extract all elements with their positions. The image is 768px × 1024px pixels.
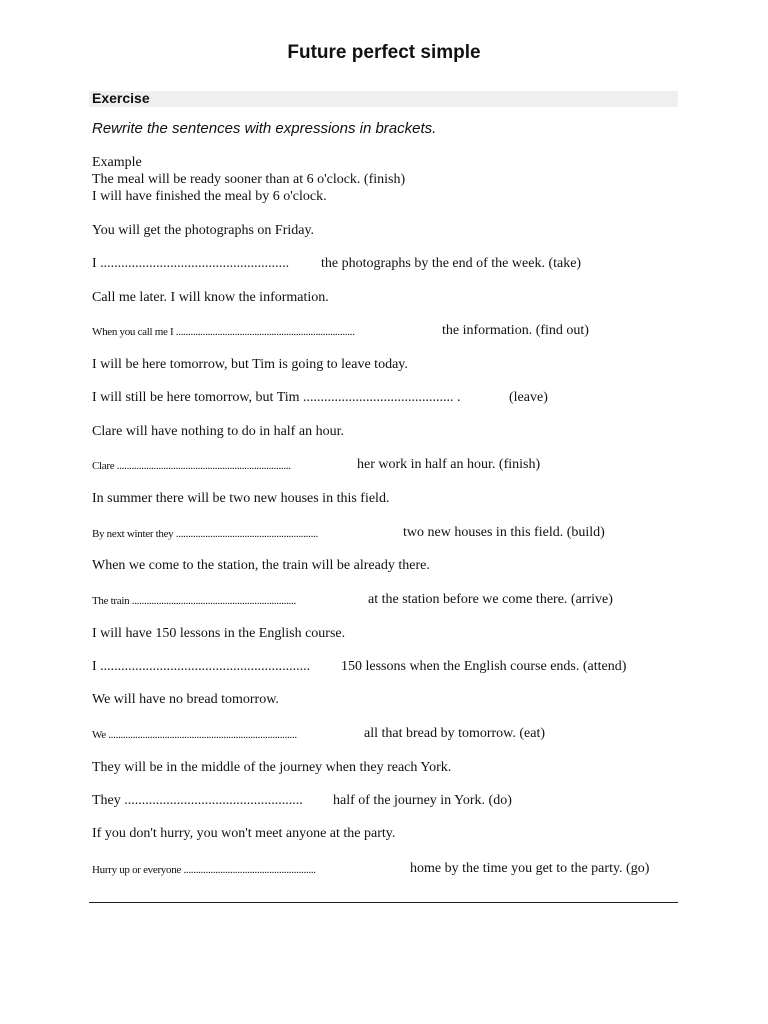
answer-prompt: I ............................................................ xyxy=(92,659,311,674)
answer-prompt: We ............................................................................. xyxy=(92,729,297,741)
answer-rest: 150 lessons when the English course ends. (attend) xyxy=(341,659,627,674)
answer-rest: half of the journey in York. (do) xyxy=(333,793,512,808)
answer-rest: two new houses in this field. (build) xyxy=(403,525,605,540)
answer-rest: home by the time you get to the party. (go) xyxy=(410,861,650,876)
exercise-sentence: If you don't hurry, you won't meet anyone at the party. xyxy=(92,826,396,841)
answer-prompt: The train ................................................................... xyxy=(92,595,296,607)
answer-prompt: They ................................................... xyxy=(92,793,303,808)
bottom-divider xyxy=(89,902,678,903)
answer-rest: the photographs by the end of the week. (take) xyxy=(321,256,582,271)
example-answer: I will have finished the meal by 6 o'clock. xyxy=(92,189,327,204)
exercise-sentence: Clare will have nothing to do in half an hour. xyxy=(92,424,344,439)
answer-prompt: When you call me I ......................................................................... xyxy=(92,326,355,338)
exercise-sentence: They will be in the middle of the journey when they reach York. xyxy=(92,760,452,775)
exercise-sentence: When we come to the station, the train will be already there. xyxy=(92,558,430,573)
exercise-sentence: You will get the photographs on Friday. xyxy=(92,223,315,238)
exercise-sentence: I will be here tomorrow, but Tim is going to leave today. xyxy=(92,357,408,372)
page-title: Future perfect simple xyxy=(287,42,481,63)
answer-rest: (leave) xyxy=(509,390,548,405)
section-header-bar xyxy=(89,91,678,107)
answer-prompt: I ...................................................... xyxy=(92,256,290,271)
answer-prompt: Hurry up or everyone ...................................................... xyxy=(92,864,316,876)
answer-rest: at the station before we come there. (arrive) xyxy=(368,592,613,607)
answer-rest: all that bread by tomorrow. (eat) xyxy=(364,726,546,741)
example-sentence: The meal will be ready sooner than at 6 o'clock. (finish) xyxy=(92,172,406,187)
answer-prompt: By next winter they .......................................................... xyxy=(92,528,318,540)
answer-prompt: Clare ....................................................................... xyxy=(92,460,291,472)
exercise-sentence: I will have 150 lessons in the English course. xyxy=(92,626,346,641)
answer-prompt: I will still be here tomorrow, but Tim ........................................... . xyxy=(92,390,461,405)
example-label: Example xyxy=(92,155,142,170)
exercise-sentence: Call me later. I will know the information. xyxy=(92,290,329,305)
instruction-text: Rewrite the sentences with expressions in brackets. xyxy=(92,120,437,137)
answer-rest: her work in half an hour. (finish) xyxy=(357,457,541,472)
exercise-sentence: In summer there will be two new houses in this field. xyxy=(92,491,390,506)
section-label: Exercise xyxy=(92,90,150,106)
answer-rest: the information. (find out) xyxy=(442,323,589,338)
exercise-sentence: We will have no bread tomorrow. xyxy=(92,692,279,707)
